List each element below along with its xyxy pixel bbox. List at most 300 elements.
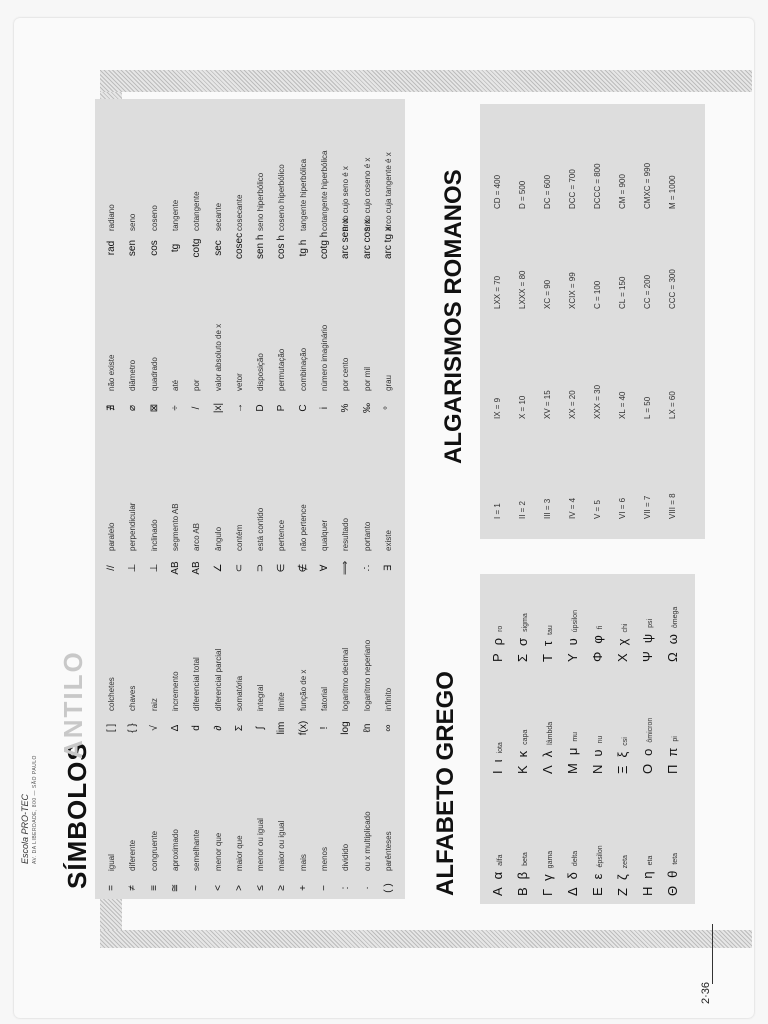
roman-numeral-entry: X = 10 [518,395,527,419]
symbol-glyph: D [255,404,267,412]
symbol-glyph: ∀ [319,564,330,572]
greek-lowercase: γ [540,874,555,881]
symbol-glyph: ∈ [276,563,288,573]
symbol-entry [340,648,351,739]
greek-letter-entry [665,607,680,662]
greek-uppercase: Μ [565,763,580,774]
symbol-glyph: tg [169,243,181,253]
greek-uppercase: Σ [515,653,530,662]
symbol-entry [234,195,245,259]
roman-numeral-entry: CM = 900 [618,174,627,209]
symbol-label: cotangente [192,191,202,231]
symbol-label: chaves [128,685,138,711]
symbol-label: paralelo [107,522,116,551]
symbol-label: ou x multiplicado [362,811,372,871]
greek-letter-entry [665,853,680,896]
symbol-label: cosecante [234,194,244,231]
greek-lowercase: θ [665,870,680,878]
symbol-glyph: ∃ [382,564,394,572]
greek-letter-name: alfa [497,854,504,866]
greek-letter-entry [515,730,530,774]
greek-lowercase: η [640,871,655,879]
symbol-glyph: Σ [233,724,245,732]
greek-lowercase: τ [540,640,555,647]
symbol-glyph: ‰ [361,403,373,413]
symbol-glyph: ≡ [148,885,160,891]
symbol-glyph: ≤ [255,885,267,891]
symbol-label: congruente [149,830,159,871]
greek-uppercase: Γ [540,888,555,896]
symbol-entry [362,640,373,739]
greek-lowercase: ξ [615,751,630,758]
greek-letter-name: sigma [522,613,529,632]
symbol-entry [149,831,160,899]
roman-numeral-entry: XXX = 30 [593,384,602,419]
greek-lowercase: κ [515,750,530,758]
symbol-glyph: |x| [212,402,224,414]
symbol-glyph: ∠ [212,563,224,573]
symbol-label: parênteses [383,831,393,871]
symbol-entry [276,821,287,899]
symbol-entry [319,325,330,419]
symbol-label: seno hiperbólico [256,172,266,231]
symbol-entry [255,353,266,419]
greek-uppercase: Π [665,764,680,774]
symbol-glyph: cos [148,240,160,256]
greek-uppercase: Ω [665,652,680,662]
symbol-glyph: tg h [297,239,309,257]
symbol-glyph: ∴ [361,564,373,572]
symbol-entry [340,358,351,419]
greek-letter-name: tau [547,625,554,635]
symbol-label: igual [107,854,116,871]
greek-letter-entry [490,742,505,774]
symbol-label: menor ou igual [256,818,266,871]
greek-lowercase: φ [590,635,605,644]
symbol-label: diferencial total [192,657,202,711]
symbol-label: arco AB [192,522,202,551]
symbol-label: raiz [149,698,159,711]
symbol-glyph: > [233,885,245,891]
greek-lowercase: ζ [615,874,630,881]
roman-numeral-entry: XL = 40 [618,391,627,419]
symbol-label: logarítmo neperiano [362,639,372,711]
greek-lowercase: δ [565,872,580,880]
symbol-entry [255,818,266,899]
greek-letter-name: teta [672,852,679,865]
symbol-glyph: ∄ [106,404,117,412]
greek-uppercase: Ο [640,763,655,774]
greek-letter-entry [590,845,605,896]
symbol-entry [298,854,309,899]
greek-letter-entry [615,624,630,662]
roman-numeral-entry: VIII = 8 [668,493,677,519]
symbol-glyph: ⊠ [148,403,160,413]
roman-numeral-entry: III = 3 [543,498,552,519]
symbol-label: valor absoluto de x [213,323,223,391]
symbol-glyph: cos h [276,235,288,259]
symbol-glyph: : [340,886,352,890]
greek-letter-entry [540,722,555,774]
symbol-glyph: ≥ [276,885,288,891]
greek-uppercase: Υ [565,653,580,662]
symbol-label: pertence [277,519,287,551]
symbol-label: diâmetro [128,359,138,391]
greek-letter-entry [490,855,505,896]
symbol-glyph: ∂ [212,725,224,731]
symbol-entry [170,380,181,419]
symbol-entry [170,200,181,259]
greek-letter-entry [590,626,605,662]
greek-letter-name: iota [497,742,504,754]
symbol-glyph: ! [319,726,330,730]
symbol-entry [191,523,202,579]
greek-lowercase: υ [565,638,580,646]
symbol-label: integral [256,684,266,711]
greek-letter-entry [590,736,605,774]
symbol-entry [127,360,138,419]
symbol-entry [276,349,287,419]
symbol-entry [319,687,330,739]
symbol-entry [213,649,224,739]
symbol-entry [149,205,160,259]
greek-letter-name: beta [522,852,529,866]
symbol-entry [213,324,224,419]
symbol-entry [340,518,351,579]
symbol-label: aproximado [170,829,180,871]
greek-uppercase: Ν [590,764,605,774]
symbol-glyph: ° [382,406,394,410]
symbol-glyph: · [361,886,373,890]
symbol-entry [383,530,394,579]
greek-letter-entry [615,737,630,774]
symbol-entry [255,685,266,739]
greek-letter-entry [640,619,655,662]
section-title-romanos: ALGARISMOS ROMANOS [440,169,467,464]
greek-letter-entry [540,851,555,896]
symbol-entry [191,830,202,899]
greek-letter-entry [615,855,630,896]
symbol-label: grau [383,374,393,391]
symbol-entry [213,527,224,579]
symbol-glyph: [ ] [106,723,117,733]
symbol-label: perpendicular [128,502,138,551]
show-through-text: ANTILO [58,650,88,759]
symbol-glyph: AB [191,561,203,575]
symbol-entry [170,829,181,899]
greek-lowercase: σ [515,637,530,646]
symbol-glyph: ( ) [382,883,394,893]
symbol-label: tangente [170,199,180,231]
symbol-glyph: sen h [255,234,267,259]
symbol-label: número imaginário [320,324,329,391]
publisher-address: AV. DA LIBERDADE, 800 — SÃO PAULO [32,755,38,864]
symbol-glyph: ≅ [169,883,181,893]
symbol-glyph: ⌀ [127,404,139,412]
symbol-glyph: / [191,406,203,410]
greek-lowercase: χ [615,638,630,646]
greek-uppercase: Β [515,887,530,896]
greek-letter-name: mu [572,731,579,742]
greek-uppercase: Ψ [640,651,655,662]
symbol-entry [127,840,138,899]
roman-numeral-entry: L = 50 [643,396,652,419]
symbol-glyph: ⊃ [255,563,267,573]
symbol-glyph: i [319,406,330,410]
symbol-glyph: log [340,721,352,735]
symbol-label: dividido [341,843,351,871]
greek-uppercase: Η [640,886,655,896]
symbol-glyph: AB [169,561,181,575]
roman-numeral-entry: LX = 60 [668,391,677,419]
symbol-glyph: ÷ [169,405,181,411]
symbol-glyph: C [297,404,309,412]
symbol-label: maior que [234,835,244,871]
symbol-label: secante [213,202,223,231]
greek-letter-entry [640,718,655,774]
symbol-entry [276,164,287,259]
greek-letter-entry [515,613,530,662]
symbol-label: tangente hiperbólica [298,158,308,231]
greek-alphabet-table [480,574,695,904]
page-number-rule [712,924,713,984]
symbol-entry [255,173,266,259]
symbol-label: segmento AB [170,503,180,551]
symbol-entry [234,373,245,419]
symbol-glyph: { } [127,723,139,733]
symbol-label: incremento [170,671,180,711]
greek-uppercase: Κ [515,765,530,774]
symbol-label: existe [383,530,393,551]
symbol-label: colchetes [107,677,116,711]
symbol-glyph: = [106,885,117,891]
symbol-glyph: √ [148,725,160,731]
symbol-glyph: ≠ [127,885,139,891]
roman-numeral-entry: XX = 20 [568,390,577,419]
roman-numeral-entry: CC = 200 [643,274,652,309]
symbol-entry [319,847,330,899]
greek-letter-name: lâmbda [547,721,554,745]
symbol-glyph: sec [212,240,224,256]
greek-uppercase: Ξ [615,765,630,774]
greek-lowercase: ω [665,634,680,645]
section-title-grego: ALFABETO GREGO [432,671,459,896]
symbol-glyph: + [297,885,309,891]
symbol-label: qualquer [320,519,329,551]
greek-uppercase: Ρ [490,653,505,662]
greek-lowercase: ι [490,759,505,763]
symbol-label: somatória [234,675,244,711]
symbol-label: arco cuja tangente é x [383,152,393,231]
greek-lowercase: υ [590,749,605,757]
symbol-glyph: cosec [233,232,245,259]
symbol-label: vetor [234,373,244,391]
symbol-label: resultado [341,518,351,551]
roman-numeral-entry: LXXX = 80 [518,270,527,309]
symbol-label: disposição [256,353,266,391]
symbol-label: menos [320,846,329,871]
symbol-label: fatorial [320,686,329,711]
greek-letter-name: psi [647,618,654,628]
symbol-entry [170,503,181,579]
symbol-label: permutação [277,348,287,391]
symbol-label: infinito [383,687,393,711]
symbol-entry [170,671,181,739]
greek-letter-name: ro [497,625,504,632]
roman-numeral-entry: LXX = 70 [493,275,502,309]
symbol-glyph: ∞ [382,724,394,732]
greek-uppercase: Λ [540,765,555,774]
symbol-entry [191,379,202,419]
roman-numeral-entry: CD = 400 [493,174,502,209]
symbols-table [95,99,405,899]
symbol-label: não pertence [298,504,308,551]
symbol-entry [106,523,117,579]
symbol-glyph: arc sen x [340,218,352,259]
symbol-glyph: Δ [169,724,181,732]
symbol-label: logarítmo decimal [341,647,351,711]
symbol-glyph: arc tg x [382,226,394,259]
roman-numeral-entry: V = 5 [593,500,602,519]
page-number: 2·36 [700,981,712,1004]
symbol-entry [149,357,160,419]
greek-uppercase: Δ [565,887,580,896]
symbol-entry [127,503,138,579]
greek-lowercase: α [490,871,505,880]
greek-letter-name: fi [597,625,604,630]
symbol-entry [298,670,309,739]
symbol-glyph: f(x) [297,720,309,736]
greek-letter-entry [640,856,655,896]
roman-numeral-entry: M = 1000 [668,175,677,209]
symbol-entry [191,191,202,259]
greek-letter-name: capa [522,729,529,745]
roman-numeral-entry: CMXC = 990 [643,162,652,209]
section-title-simbolos: SÍMBOLOS [62,742,92,889]
greek-letter-entry [540,625,555,662]
symbol-entry [234,525,245,579]
greek-lowercase: μ [565,747,580,756]
roman-numeral-entry: XC = 90 [543,279,552,309]
symbol-entry [106,854,117,899]
roman-numeral-entry: XV = 15 [543,390,552,419]
symbol-entry [362,367,373,419]
symbol-glyph: // [106,565,117,571]
symbol-label: diferencial parcial [213,648,223,711]
greek-letter-entry [565,732,580,774]
symbol-label: até [170,379,180,391]
greek-uppercase: Φ [590,651,605,662]
publisher-logo: Escola PRO-TEC [20,793,30,864]
greek-letter-entry [565,610,580,662]
greek-letter-entry [490,626,505,662]
symbol-glyph: d [191,725,203,731]
symbol-label: cotangente hiperbólica [320,150,329,231]
symbol-glyph: cotg [191,238,203,258]
symbol-glyph: cotg h [319,231,330,259]
greek-lowercase: ο [640,748,655,756]
greek-letter-name: eta [647,855,654,866]
greek-lowercase: β [515,871,530,880]
symbol-entry [255,508,266,579]
greek-letter-name: épsilon [597,845,604,868]
symbol-label: limite [277,692,287,711]
symbol-label: coseno hiperbólico [277,164,287,231]
roman-numeral-entry: VII = 7 [643,495,652,519]
greek-letter-name: ômega [672,606,679,629]
symbol-entry [298,348,309,419]
greek-letter-name: ômicron [647,717,654,743]
symbol-entry [383,831,394,899]
symbol-label: mais [298,854,308,871]
symbol-label: maior ou igual [277,820,287,871]
roman-numeral-entry: I = 1 [493,503,502,519]
greek-letter-entry [665,736,680,774]
symbol-label: radiano [107,204,116,231]
symbol-entry [127,686,138,739]
symbol-entry [298,504,309,579]
symbol-entry [106,355,117,419]
roman-numeral-entry: IX = 9 [493,397,502,419]
symbol-glyph: → [233,403,245,413]
greek-lowercase: λ [540,750,555,758]
symbol-glyph: arc cos x [361,218,373,259]
symbol-label: menor que [213,832,223,871]
symbol-entry [319,150,330,259]
roman-numeral-entry: CCC = 300 [668,269,677,309]
greek-letter-entry [565,851,580,896]
symbol-entry [213,203,224,259]
symbol-glyph: ⟹ [340,560,352,576]
symbol-label: por mil [362,366,372,391]
greek-letter-name: zeta [622,855,629,869]
roman-numeral-entry: DCC = 700 [568,169,577,209]
greek-uppercase: Χ [615,653,630,662]
symbol-label: semelhante [192,829,202,871]
greek-letter-entry [515,852,530,896]
symbol-entry [383,688,394,739]
roman-numeral-entry: D = 500 [518,180,527,209]
roman-numeral-entry: DC = 600 [543,174,552,209]
greek-letter-name: gama [547,850,554,869]
symbol-label: portanto [362,521,372,551]
symbol-glyph: lim [276,721,288,735]
symbol-label: por [192,379,202,391]
symbol-glyph: ~ [191,885,203,891]
symbol-glyph: ⊥ [148,563,160,573]
roman-numeral-entry: II = 2 [518,500,527,519]
symbol-label: está contido [256,507,266,551]
symbol-entry [298,159,309,259]
symbol-entry [383,152,394,259]
greek-letter-name: pi [672,736,679,742]
symbol-entry [276,520,287,579]
symbol-entry [276,692,287,739]
symbol-glyph: ℓn [361,723,373,733]
symbol-glyph: < [212,885,224,891]
roman-numeral-entry: CL = 150 [618,276,627,309]
symbol-glyph: sen [127,239,139,257]
roman-numeral-entry: VI = 6 [618,497,627,519]
greek-letter-name: chi [622,623,629,633]
symbol-entry [319,520,330,579]
greek-uppercase: Θ [665,885,680,896]
roman-numeral-entry: DCCC = 800 [593,163,602,209]
symbol-glyph: % [340,403,352,413]
symbol-entry [127,214,138,259]
greek-lowercase: ε [590,873,605,880]
roman-numeral-entry: IV = 4 [568,497,577,519]
